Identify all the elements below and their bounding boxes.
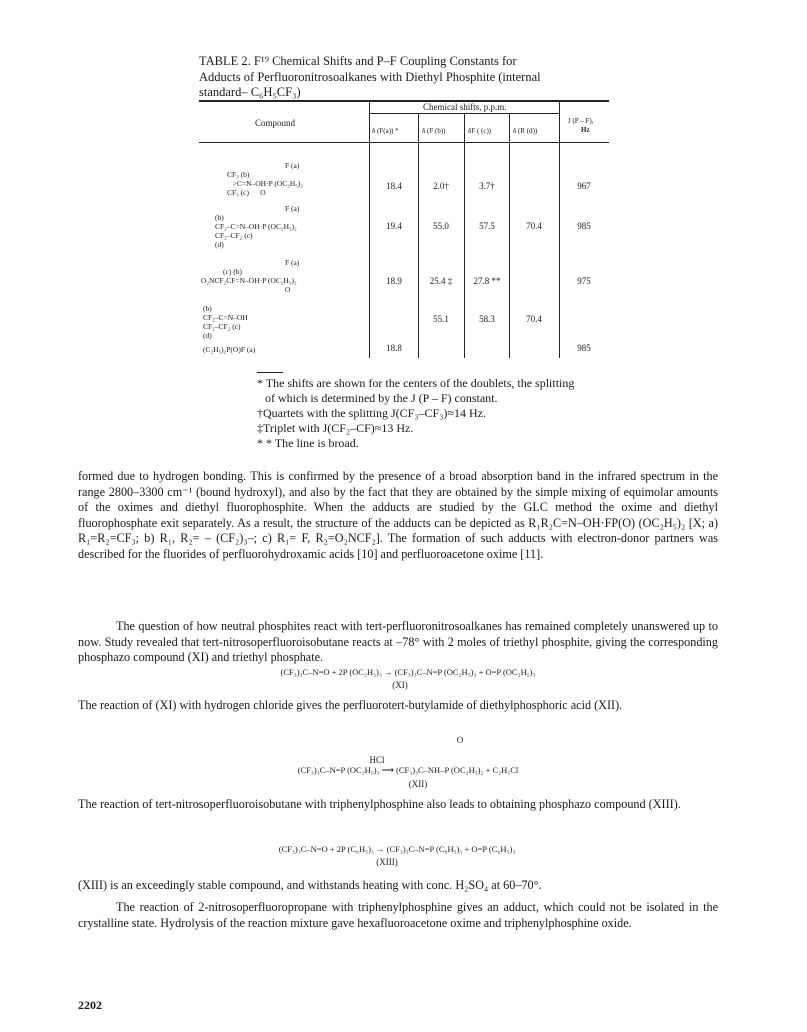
equation-1: (CF₃)₃C–N=O + 2P (OC₂H₅)₃ → (CF₃)₃C–N=P (OC₂H₅)₃ + O=P (OC₂H₅)₃ <box>280 667 536 677</box>
paragraph: formed due to hydrogen bonding. This is confirmed by the presence of a broad absorption band in the infrared spectrum in the range 2800–3300 cm⁻¹ (bound hydroxyl), and also by the fact that they are obtained by the simple mixing of equimolar amounts of the oximes and diethyl fluorophosphite. When the adducts are studied by the GLC method the oxime and diethyl fluorophosphate exit separately. As a result, the structure of the adducts can be depicted as R₁R₂C=N–OH·FP(O) (OC₂H₅)₂ [X; a) R₁=R₂=CF₃; b) R₁, R₂= – (CF₂)₃–; c) R₁= F, R₂=O₂NCF₂]. The formation of such adducts with electron-donor partners was described for the fluorides of perfluorohydroxamic acids [10] and perfluoroacetone oxime [11]. <box>78 469 718 561</box>
value-fb: 55.0 <box>433 221 449 231</box>
value-fa: 19.4 <box>386 221 402 231</box>
equation-3: (CF₃)₃C–N=O + 2P (C₆H₅)₃ → (CF₃)₃C–N=P (C₆H₅)₃ + O=P (C₆H₅)₃ <box>278 844 516 854</box>
equation-label: (XIII) <box>376 857 398 867</box>
paragraph: The reaction of (XI) with hydrogen chloride gives the perfluorotert-butylamide of diethylphosphoric acid (XII). <box>78 698 623 712</box>
equation-hcl: HCl <box>369 755 385 765</box>
paragraph: The question of how neutral phosphites react with tert-perfluoronitrosoalkanes has remained completely unanswered up to now. Study revealed that tert-nitrosoperfluoroisobutane reacts at –78° with 2 moles of triethyl phosphite, giving the corresponding phosphazo compound (XI) and triethyl phosphate. <box>78 619 718 665</box>
paragraph: The reaction of 2-nitrosoperfluoropropane with triphenylphosphine gives an adduct, which could not be isolated in the crystalline state. Hydrolysis of the reaction mixture gave hexafluoroacetone oxime and triphenylphosphine oxide. <box>78 900 718 930</box>
subheader-fb: δ (F (b)) <box>422 127 446 135</box>
note: of which is determined by the J (P – F) constant. <box>265 391 498 405</box>
value-j: 985 <box>577 221 591 231</box>
value-fc: 58.3 <box>479 314 495 324</box>
value-j: 975 <box>577 276 591 286</box>
header-compound: Compound <box>255 118 296 128</box>
value-fd: 70.4 <box>526 221 542 231</box>
value-fb: 55.1 <box>433 314 449 324</box>
table-notes <box>257 376 617 451</box>
value-fb: 2.0† <box>433 181 449 191</box>
value-fa: 18.9 <box>386 276 402 286</box>
value-fd: 70.4 <box>526 314 542 324</box>
value-fa: 18.4 <box>386 181 402 191</box>
subheader-fa: δ (F(a)) * <box>372 127 399 135</box>
caption-line: standard– C₆H₅CF₃) <box>199 85 301 99</box>
caption-line: TABLE 2. F¹⁹ Chemical Shifts and P–F Coupling Constants for <box>199 54 517 68</box>
value-fc: 57.5 <box>479 221 495 231</box>
note: * * The line is broad. <box>257 436 359 450</box>
compound-row-1: F (a) CF₃ (b) >C=N–OH·P (OC₂H₅)₂ CF₃ (c) O <box>227 161 304 197</box>
compound-row-4: (b) CF₂–C=N–OH CF₂–CF₂ (c) (d) <box>203 304 248 340</box>
subheader-fc: δF ( (c)) <box>468 127 492 135</box>
compound-row-2: F (a) (b) CF₂–C=N–OH·P (OC₂H₅)₂ CF₂–CF₂ (c) (d) <box>215 204 300 249</box>
compound-row-3: F (a) (c) (b) O₂NCF₂CF=N–OH·P (OC₂H₅)₂ O <box>201 258 300 294</box>
note: †Quartets with the splitting J(CF₃–CF₃)≈14 Hz. <box>257 406 486 420</box>
equation-label: (XII) <box>408 779 428 789</box>
paragraph: (XIII) is an exceedingly stable compound, and withstands heating with conc. H₂SO₄ at 60–70°. <box>78 878 542 892</box>
table-caption <box>199 54 619 101</box>
equation-label: (XI) <box>392 680 408 690</box>
top-rule <box>199 100 609 102</box>
header-j-unit: Hz <box>581 126 590 134</box>
subheader-rd: δ (R (d)) <box>513 127 538 135</box>
paragraph: The reaction of tert-nitrosoperfluoroisobutane with triphenylphosphine also leads to obtaining phosphazo compound (XIII). <box>78 797 681 811</box>
note: ‡Triplet with J(CF₂–CF)≈13 Hz. <box>257 421 414 435</box>
value-fc: 3.7† <box>479 181 495 191</box>
equation-2: (CF₃)₃C–N=P (OC₂H₅)₃ ⟶ (CF₃)₃C–NH–P (OC₂H₅)₂ + C₂H₅Cl <box>297 765 519 775</box>
header-j: J (P – F), <box>568 117 594 125</box>
notes-rule <box>257 372 283 373</box>
compound-row-5: (C₂H₅)₂P(O)F (a) <box>203 345 256 354</box>
page-number: 2202 <box>78 998 102 1012</box>
value-j: 985 <box>577 343 591 353</box>
value-fc: 27.8 ** <box>473 276 501 286</box>
equation-o: O <box>456 735 464 745</box>
value-fa: 18.8 <box>386 343 402 353</box>
value-fb: 25.4 ‡ <box>429 276 453 286</box>
value-j: 967 <box>577 181 591 191</box>
data-table <box>193 100 613 360</box>
note: * The shifts are shown for the centers of the doublets, the splitting <box>257 376 575 390</box>
header-rule <box>199 142 609 143</box>
caption-line: Adducts of Perfluoronitrosoalkanes with Diethyl Phosphite (internal <box>199 69 541 84</box>
header-shifts: Chemical shifts, p.p.m. <box>423 102 507 112</box>
